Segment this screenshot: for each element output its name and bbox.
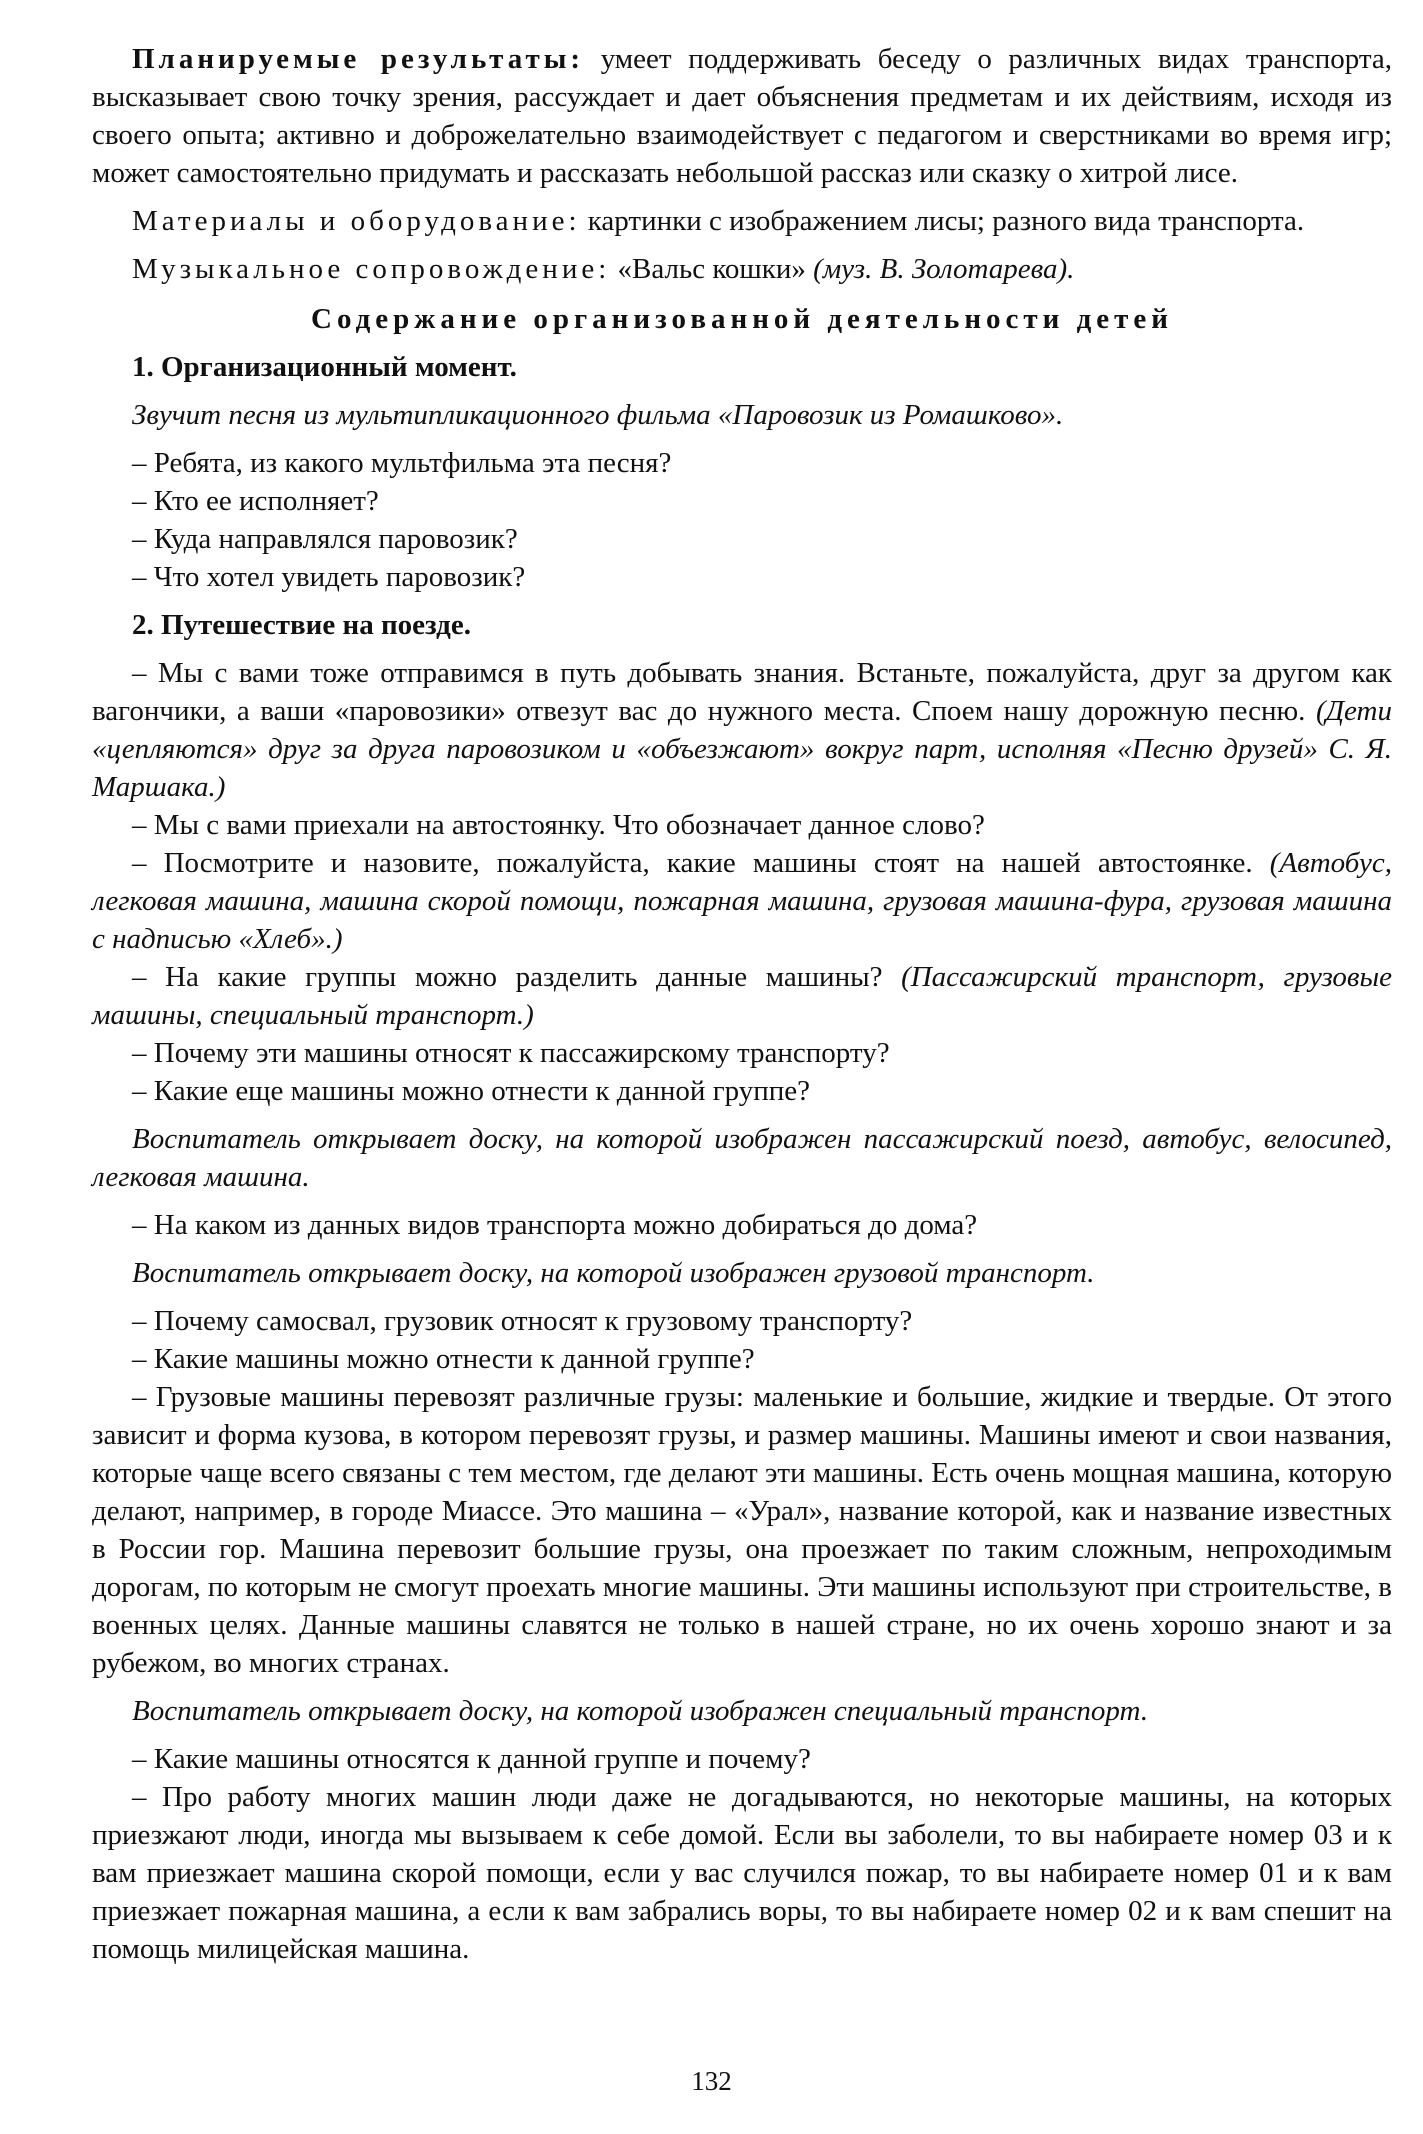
teacher-note-text: Воспитатель открывает доску, на которой изображен специальный транспорт. <box>132 1695 1149 1727</box>
question-line: – Куда направлялся паровозик? <box>132 523 518 555</box>
paragraph <box>92 844 1392 958</box>
teacher-note <box>92 1120 1392 1196</box>
paragraph: – Какие машины можно отнести к данной группе? <box>132 1343 755 1375</box>
materials-paragraph <box>92 202 1392 240</box>
paragraph <box>92 958 1392 1034</box>
teacher-note-text: Воспитатель открывает доску, на которой изображен пассажирский поезд, автобус, велосипед, легковая машина. <box>92 1123 1392 1193</box>
question-line: – Что хотел увидеть паровозик? <box>132 561 526 593</box>
paragraph <box>92 654 1392 806</box>
planned-results-label: Планируемые результаты: <box>132 43 585 75</box>
planned-results-text: умеет поддерживать беседу о различных видах транспорта, высказывает свою точку зрения, рассуждает и дает объяснения предметам и их действиям, исходя из своего опыта; активно и доброжелательно взаимодействует с педагогом и сверстниками во время игр; может самостоятельно придумать и рассказать небольшой рассказ или сказку о хитрой лисе. <box>92 43 1392 189</box>
music-paragraph <box>92 250 1392 288</box>
section1-intro-text: Звучит песня из мультипликационного фильма «Паровозик из Ромашково». <box>132 399 1064 431</box>
section1-intro <box>92 396 1392 434</box>
paragraph-text: – Мы с вами тоже отправимся в путь добывать знания. Встаньте, пожалуйста, друг за другом как вагончики, а ваши «паровозики» отвезут вас до нужного места. Споем нашу дорожную песню. <box>92 657 1392 727</box>
paragraph: – Какие машины относятся к данной группе и почему? <box>132 1743 811 1775</box>
materials-label: Материалы и оборудование: <box>132 205 581 237</box>
paragraph-text: – На какие группы можно разделить данные машины? <box>132 961 902 993</box>
section-heading: Содержание организованной деятельности детей <box>311 303 1173 335</box>
paragraph: – Какие еще машины можно отнести к данной группе? <box>132 1075 810 1107</box>
section1-title: 1. Организационный момент. <box>132 351 517 383</box>
page-number: 132 <box>691 2066 732 2096</box>
section2-title: 2. Путешествие на поезде. <box>132 609 471 641</box>
paragraph-text: – Посмотрите и назовите, пожалуйста, какие машины стоят на нашей автостоянке. <box>132 847 1270 879</box>
paragraph-note: (Пассажирский транспорт, грузовые машины, специальный транспорт.) <box>92 961 1392 1031</box>
paragraph: – Грузовые машины перевозят различные грузы: маленькие и большие, жидкие и твердые. От этого зависит и форма кузова, в котором перевозят грузы, и размер машины. Машины имеют и свои названия, которые чаще всего связаны с тем местом, где делают эти машины. Есть очень мощная машина, которую делают, например, в городе Миассе. Это машина – «Урал», название которой, как и название известных в России гор. Машина перевозит большие грузы, она проезжает по таким сложным, непроходимым дорогам, по которым не смогут проехать многие машины. Эти машины используют при строительстве, в военных целях. Данные машины славятся не только в нашей стране, но их очень хорошо знают и за рубежом, во многих странах. <box>92 1381 1392 1679</box>
paragraph: – На каком из данных видов транспорта можно добираться до дома? <box>132 1209 978 1241</box>
question-line: – Ребята, из какого мультфильма эта песня? <box>132 447 672 479</box>
music-author: (муз. В. Золотарева). <box>813 253 1075 285</box>
paragraph: – Почему эти машины относят к пассажирскому транспорту? <box>132 1037 890 1069</box>
paragraph: – Про работу многих машин люди даже не догадываются, но некоторые машины, на которых приезжают люди, иногда мы вызываем к себе домой. Если вы заболели, то вы набираете номер 03 и к вам приезжает машина скорой помощи, если у вас случился пожар, то вы набираете номер 01 и к вам приезжает пожарная машина, а если к вам забрались воры, то вы набираете номер 02 и к вам спешит на помощь милицейская машина. <box>92 1781 1392 1965</box>
page-content <box>92 40 1392 1968</box>
teacher-note-text: Воспитатель открывает доску, на которой изображен грузовой транспорт. <box>132 1257 1095 1289</box>
music-label: Музыкальное сопровождение: <box>132 253 611 285</box>
paragraph-note: (Дети «цепляются» друг за друга паровозиком и «объезжают» вокруг парт, исполняя «Песню друзей» С. Я. Маршака.) <box>92 695 1392 803</box>
paragraph-note: (Автобус, легковая машина, машина скорой помощи, пожарная машина, грузовая машина-фура, грузовая машина с надписью «Хлеб».) <box>92 847 1392 955</box>
music-text: «Вальс кошки» <box>610 253 814 285</box>
planned-results-paragraph <box>92 40 1392 192</box>
question-line: – Кто ее исполняет? <box>132 485 379 517</box>
materials-text: картинки с изображением лисы; разного вида транспорта. <box>580 205 1305 237</box>
paragraph: – Мы с вами приехали на автостоянку. Что обозначает данное слово? <box>132 809 985 841</box>
teacher-note <box>92 1254 1392 1292</box>
teacher-note <box>92 1692 1392 1730</box>
paragraph: – Почему самосвал, грузовик относят к грузовому транспорту? <box>132 1305 913 1337</box>
